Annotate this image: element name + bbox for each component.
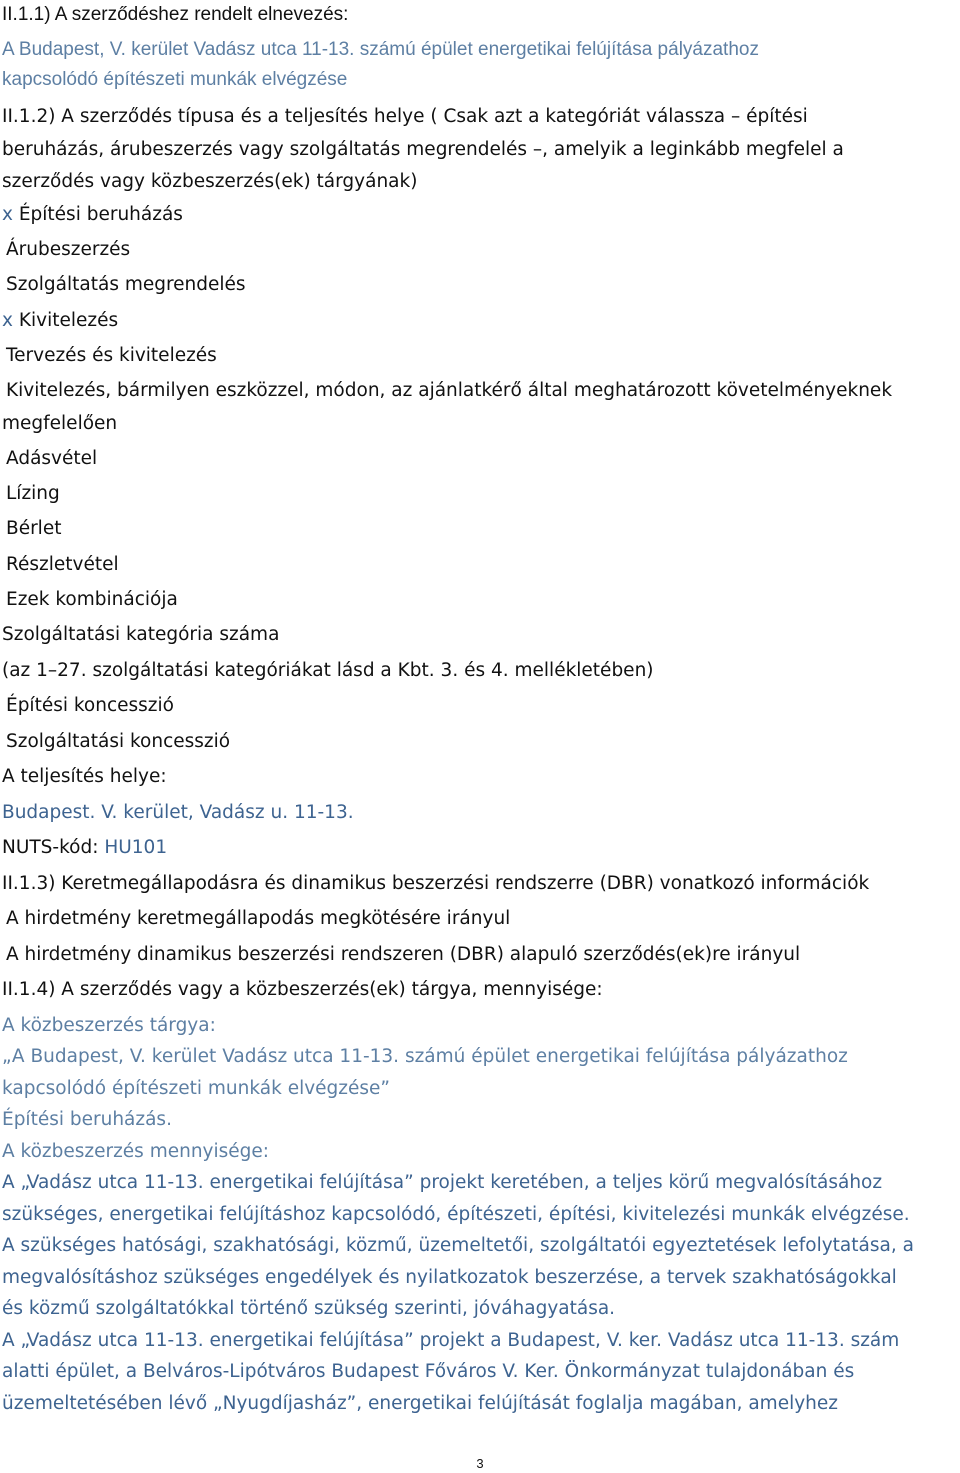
option-adasvetel: Adásvétel — [6, 448, 98, 469]
option-szolgaltatasi-koncesszio: Szolgáltatási koncesszió — [6, 731, 231, 752]
subject-line-2: kapcsolódó építészeti munkák elvégzése” — [2, 1078, 390, 1099]
quantity-label: A közbeszerzés mennyisége: — [2, 1141, 270, 1162]
option-berlet: Bérlet — [6, 518, 62, 539]
option-lizing: Lízing — [6, 483, 60, 504]
option-dbr: A hirdetmény dinamikus beszerzési rendszeren (DBR) alapuló szerződés(ek)re irányul — [6, 944, 801, 965]
nuts-code — [2, 836, 167, 860]
option-epitesi-beruhazas — [2, 203, 183, 227]
nuts-code-value: HU101 — [104, 837, 168, 858]
quantity-paragraph-3-line-3: üzemeltetésében lévő „Nyugdíjasház”, energetikai felújítását foglalja magában, amelyhez — [2, 1393, 838, 1414]
subject-line-3: Építési beruházás. — [2, 1109, 172, 1130]
place-of-performance-label: A teljesítés helye: — [2, 766, 167, 787]
option-kivitelezes-barmilyen-line-2: megfelelően — [2, 413, 118, 434]
section-heading-ii-1-3: II.1.3) Keretmegállapodásra és dinamikus beszerzési rendszerre (DBR) vonatkozó információk — [2, 873, 870, 894]
option-kombinacio: Ezek kombinációja — [6, 589, 178, 610]
section-heading-ii-1-1: II.1.1) A szerződéshez rendelt elnevezés: — [2, 4, 349, 25]
place-of-performance-value: Budapest. V. kerület, Vadász u. 11-13. — [2, 802, 354, 823]
option-szolgaltatas-megrendeles: Szolgáltatás megrendelés — [6, 274, 246, 295]
option-keretmegallapodas: A hirdetmény keretmegállapodás megkötésére irányul — [6, 908, 511, 929]
quantity-paragraph-1-line-2: szükséges, energetikai felújításhoz kapcsolódó, építészeti, építési, kivitelezési munkák elvégzése. — [2, 1204, 910, 1225]
section-heading-ii-1-2-line-3: szerződés vagy közbeszerzés(ek) tárgyának) — [2, 171, 418, 192]
quantity-paragraph-1-line-1: A „Vadász utca 11-13. energetikai felújítása” projekt keretében, a teljes körű megvalósításához — [2, 1172, 883, 1193]
option-reszletvetel: Részletvétel — [6, 554, 119, 575]
quantity-paragraph-2-line-2: megvalósításhoz szükséges engedélyek és nyilatkozatok beszerzése, a tervek szakhatóságokkal — [2, 1267, 897, 1288]
section-heading-ii-1-2-line-1: II.1.2) A szerződés típusa és a teljesítés helye ( Csak azt a kategóriát válassza – építési — [2, 106, 808, 127]
quantity-paragraph-3-line-1: A „Vadász utca 11-13. energetikai felújítása” projekt a Budapest, V. ker. Vadász utca 11-13. szám — [2, 1330, 900, 1351]
option-arubeszerzes: Árubeszerzés — [6, 239, 131, 260]
service-category-label: Szolgáltatási kategória száma — [2, 624, 280, 645]
subject-line-1: „A Budapest, V. kerület Vadász utca 11-13. számú épület energetikai felújítása pályázathoz — [2, 1046, 848, 1067]
contract-title-line-1: A Budapest, V. kerület Vadász utca 11-13. számú épület energetikai felújítása pályázathoz — [2, 39, 759, 60]
option-kivitelezes-barmilyen-line-1: Kivitelezés, bármilyen eszközzel, módon, az ajánlatkérő által meghatározott követelményeknek — [6, 380, 893, 401]
page-number: 3 — [476, 1456, 484, 1471]
selected-marker: x — [2, 204, 13, 225]
section-heading-ii-1-2-line-2: beruházás, árubeszerzés vagy szolgáltatás megrendelés –, amelyik a leginkább megfelel a — [2, 139, 844, 160]
contract-title-line-2: kapcsolódó építészeti munkák elvégzése — [2, 69, 348, 90]
option-label: Építési beruházás — [18, 204, 183, 225]
option-tervezes-es-kivitelezes: Tervezés és kivitelezés — [6, 345, 217, 366]
quantity-paragraph-2-line-3: és közmű szolgáltatókkal történő szükség szerinti, jóváhagyatása. — [2, 1298, 616, 1319]
subject-label: A közbeszerzés tárgya: — [2, 1015, 216, 1036]
nuts-code-label: NUTS-kód: — [2, 837, 105, 858]
option-label: Kivitelezés — [18, 310, 119, 331]
service-category-note: (az 1–27. szolgáltatási kategóriákat lásd a Kbt. 3. és 4. mellékletében) — [2, 660, 654, 681]
quantity-paragraph-2-line-1: A szükséges hatósági, szakhatósági, közmű, üzemeltetői, szolgáltatói egyeztetések lefolytatása, a — [2, 1235, 914, 1256]
option-kivitelezes — [2, 309, 118, 333]
selected-marker: x — [2, 310, 13, 331]
quantity-paragraph-3-line-2: alatti épület, a Belváros-Lipótváros Budapest Főváros V. Ker. Önkormányzat tulajdonában és — [2, 1361, 855, 1382]
section-heading-ii-1-4: II.1.4) A szerződés vagy a közbeszerzés(ek) tárgya, mennyisége: — [2, 979, 603, 1000]
option-epitesi-koncesszio: Építési koncesszió — [6, 695, 174, 716]
